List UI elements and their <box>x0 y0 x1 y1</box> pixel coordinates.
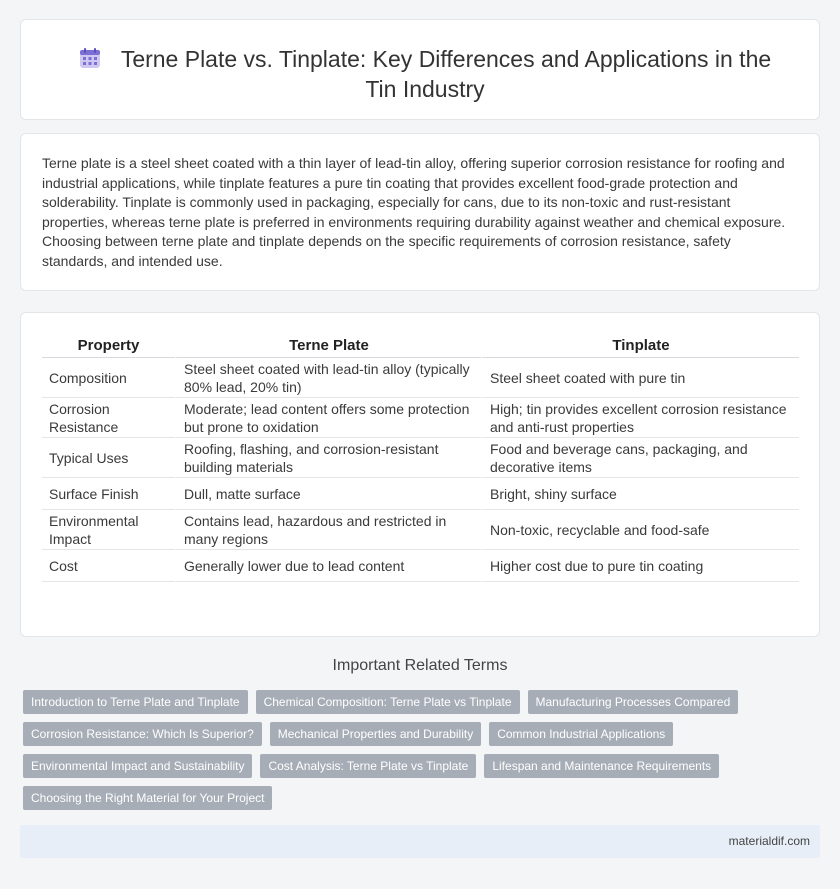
terne-plate-cell: Contains lead, hazardous and restricted in many regions <box>175 510 481 550</box>
related-term-tag[interactable]: Manufacturing Processes Compared <box>528 690 739 714</box>
related-terms-list <box>23 690 783 810</box>
comparison-card <box>20 312 820 637</box>
footer-site-link[interactable]: materialdif.com <box>728 834 810 848</box>
property-cell: Corrosion Resistance <box>42 398 175 438</box>
related-term-tag[interactable]: Common Industrial Applications <box>489 722 673 746</box>
table-row <box>42 438 799 478</box>
terne-plate-cell: Moderate; lead content offers some protection but prone to oxidation <box>175 398 481 438</box>
tinplate-cell: Higher cost due to pure tin coating <box>481 550 799 582</box>
related-term-tag[interactable]: Cost Analysis: Terne Plate vs Tinplate <box>260 754 476 778</box>
related-term-tag[interactable]: Introduction to Terne Plate and Tinplate <box>23 690 248 714</box>
table-row <box>42 550 799 582</box>
tinplate-cell: High; tin provides excellent corrosion resistance and anti-rust properties <box>481 398 799 438</box>
intro-card <box>20 133 820 291</box>
table-header-row <box>42 333 799 358</box>
related-term-tag[interactable]: Corrosion Resistance: Which Is Superior? <box>23 722 262 746</box>
header-tinplate: Tinplate <box>481 333 799 358</box>
title-wrap <box>61 44 789 104</box>
terne-plate-cell: Roofing, flashing, and corrosion-resistant building materials <box>175 438 481 478</box>
header-property: Property <box>42 333 175 358</box>
related-term-tag[interactable]: Mechanical Properties and Durability <box>270 722 481 746</box>
page-title <box>61 44 789 104</box>
terne-plate-cell: Steel sheet coated with lead-tin alloy (typically 80% lead, 20% tin) <box>175 358 481 398</box>
comparison-table <box>42 333 799 582</box>
property-cell: Typical Uses <box>42 438 175 478</box>
tinplate-cell: Bright, shiny surface <box>481 478 799 510</box>
property-cell: Cost <box>42 550 175 582</box>
related-term-tag[interactable]: Choosing the Right Material for Your Project <box>23 786 272 810</box>
property-cell: Surface Finish <box>42 478 175 510</box>
title-card <box>20 19 820 120</box>
terne-plate-cell: Dull, matte surface <box>175 478 481 510</box>
intro-paragraph: Terne plate is a steel sheet coated with a thin layer of lead-tin alloy, offering superior corrosion resistance for roofing and industrial applications, while tinplate features a pure tin coating that provides excellent food-grade protection and solderability. Tinplate is commonly used in packaging, especially for cans, due to its non-toxic and rust-resistant properties, whereas terne plate is preferred in environments requiring durability against weather and chemical exposure. Choosing between terne plate and tinplate depends on the specific requirements of corrosion resistance, safety standards, and intended use. <box>42 155 786 269</box>
property-cell: Composition <box>42 358 175 398</box>
tinplate-cell: Non-toxic, recyclable and food-safe <box>481 510 799 550</box>
tinplate-cell: Steel sheet coated with pure tin <box>481 358 799 398</box>
related-term-tag[interactable]: Chemical Composition: Terne Plate vs Tinplate <box>256 690 520 714</box>
table-row <box>42 398 799 438</box>
page-title-text: Terne Plate vs. Tinplate: Key Differences and Applications in the Tin Industry <box>120 46 772 102</box>
related-terms-title: Important Related Terms <box>332 657 508 674</box>
table-row <box>42 510 799 550</box>
table-row <box>42 478 799 510</box>
related-term-tag[interactable]: Environmental Impact and Sustainability <box>23 754 252 778</box>
tinplate-cell: Food and beverage cans, packaging, and decorative items <box>481 438 799 478</box>
calendar-grid-icon <box>79 47 101 69</box>
footer <box>20 825 820 858</box>
property-cell: Environmental Impact <box>42 510 175 550</box>
terne-plate-cell: Generally lower due to lead content <box>175 550 481 582</box>
related-term-tag[interactable]: Lifespan and Maintenance Requirements <box>484 754 719 778</box>
table-row <box>42 358 799 398</box>
header-terne-plate: Terne Plate <box>175 333 481 358</box>
